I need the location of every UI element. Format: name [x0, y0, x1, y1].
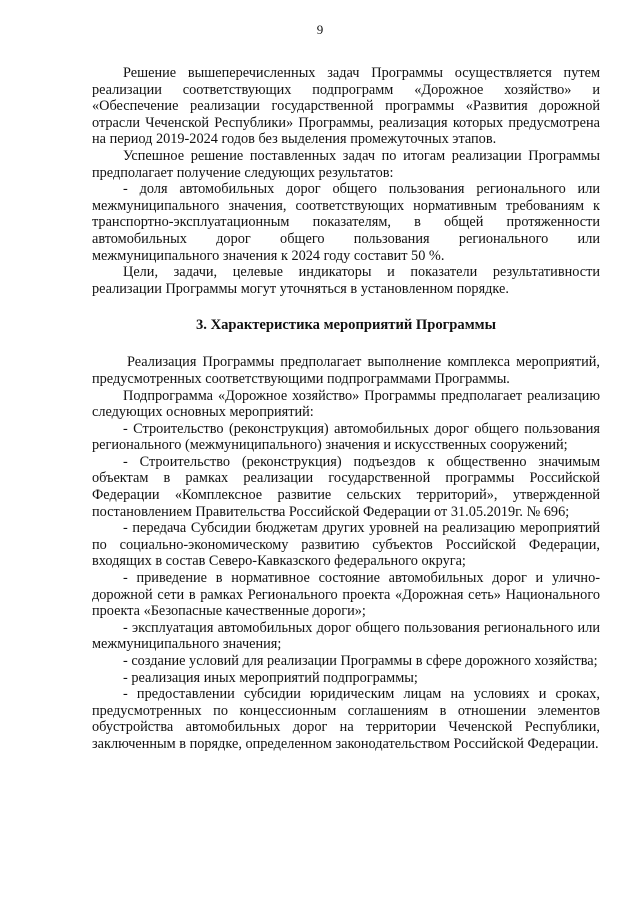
list-item-normative-state: - приведение в нормативное состояние автомобильных дорог и улично-дорожной сети в рамках Регионального проекта «Дорожная сеть» Национального проекта «Безопасные качественные дороги»;	[92, 570, 600, 620]
paragraph-subprogram-road: Подпрограмма «Дорожное хозяйство» Программы предполагает реализацию следующих основных мероприятий:	[92, 387, 600, 421]
list-item-concession-subsidy: - предоставлении субсидии юридическим лицам на условиях и сроках, предусмотренных по концессионным соглашениям в отношении элементов обустройства автомобильных дорог на территории Чеченской Республики, заключенным в порядке, определенном законодательством Российской Федерации.	[92, 686, 600, 752]
paragraph-indicators: Цели, задачи, целевые индикаторы и показатели результативности реализации Программы могут уточняться в установленном порядке.	[92, 264, 600, 297]
list-item-road-construction: - Строительство (реконструкция) автомобильных дорог общего пользования регионального (межмуниципального) значения и искусственных сооружений;	[92, 420, 600, 454]
list-item-other-activities: - реализация иных мероприятий подпрограммы;	[123, 669, 418, 686]
paragraph-program-activities: Реализация Программы предполагает выполнение комплекса мероприятий, предусмотренных соответствующими подпрограммами Программы.	[92, 354, 600, 387]
list-item-access-roads: - Строительство (реконструкция) подъездов к общественно значимым объектам в рамках реализации государственной программы Российской Федерации «Комплексное развитие сельских территорий», утвержденной постановлением Правительства Российской Федерации от 31.05.2019г. № 696;	[92, 453, 600, 520]
page-number: 9	[316, 22, 324, 37]
list-item-subsidy-transfer: - передача Субсидии бюджетам других уровней на реализацию мероприятий по социально-экономическому развитию субъектов Российской Федерации, входящих в состав Северо-Кавказского федерального округа;	[92, 520, 600, 570]
list-item-road-operation: - эксплуатация автомобильных дорог общего пользования регионального или межмуниципального значения;	[92, 619, 600, 653]
paragraph-program-tasks: Решение вышеперечисленных задач Программы осуществляется путем реализации соответствующих подпрограмм «Дорожное хозяйство» и «Обеспечение реализации государственной программы «Развития дорожной отрасли Чеченской Республики» Программы, реализация которых предусмотрена на период 2019-2024 годов без выделения промежуточных этапов.	[92, 65, 600, 148]
section-heading: 3. Характеристика мероприятий Программы	[196, 317, 496, 334]
paragraph-expected-results: Успешное решение поставленных задач по итогам реализации Программы предполагает получение следующих результатов:	[92, 147, 600, 181]
list-item-conditions: - создание условий для реализации Программы в сфере дорожного хозяйства;	[123, 653, 598, 669]
list-item-road-share: - доля автомобильных дорог общего пользования регионального или межмуниципального значения, соответствующих нормативным требованиям к транспортно-эксплуатационным показателям, в общей протяженности автомобильных дорог общего пользования регионального или межмуниципального значения к 2024 году составит 50 %.	[92, 181, 600, 264]
document-body	[92, 65, 600, 753]
